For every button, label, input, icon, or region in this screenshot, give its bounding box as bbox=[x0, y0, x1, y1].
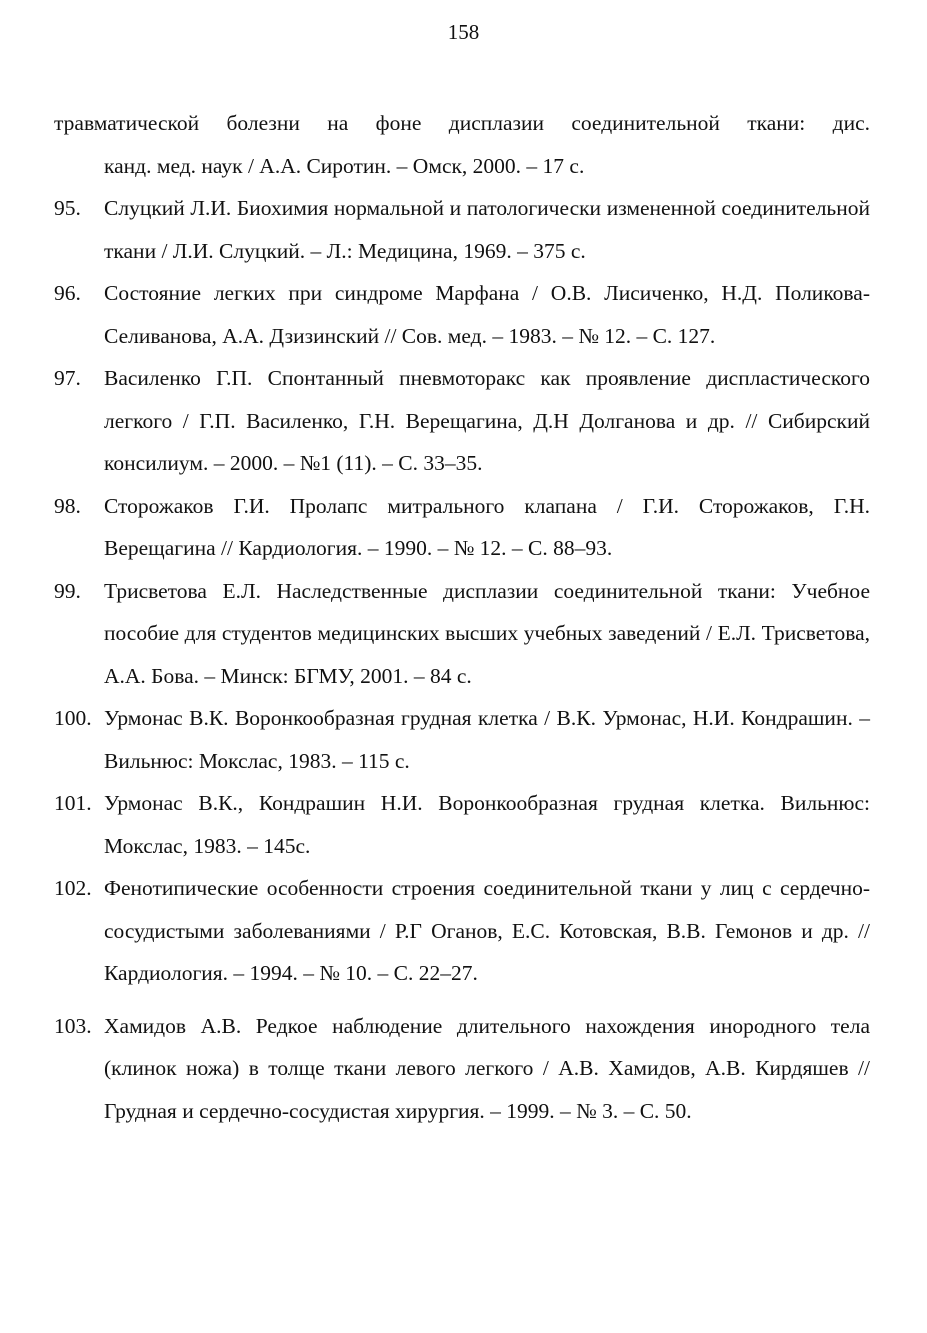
page-number: 158 bbox=[447, 20, 480, 44]
reference-number: 97. bbox=[54, 366, 81, 390]
reference-item bbox=[54, 187, 870, 272]
reference-text: Василенко Г.П. Спонтанный пневмоторакс как проявление диспластического легкого / Г.П. Василенко, Г.Н. Верещагина, Д.Н Долганова и др. // Сибирский консилиум. – 2000. – №1 (11). – С. 33–35. bbox=[104, 366, 870, 475]
reference-text: Хамидов А.В. Редкое наблюдение длительного нахождения инородного тела (клинок ножа) в толще ткани левого легкого / А.В. Хамидов, А.В. Кирдяшев // Грудная и сердечно-сосудистая хирургия. – 1999. – № 3. – С. 50. bbox=[104, 1013, 870, 1123]
reference-item bbox=[54, 272, 870, 357]
reference-text: Слуцкий Л.И. Биохимия нормальной и патологически измененной соединительной ткани / Л.И. Слуцкий. – Л.: Медицина, 1969. – 375 с. bbox=[104, 196, 870, 263]
reference-continuation-first-line: травматической болезни на фоне дисплазии соединительной ткани: дис. bbox=[54, 111, 870, 135]
reference-item bbox=[54, 570, 870, 698]
reference-item bbox=[54, 485, 870, 570]
reference-number: 102. bbox=[54, 876, 92, 900]
reference-number: 96. bbox=[54, 281, 81, 305]
reference-text: Урмонас В.К., Кондрашин Н.И. Воронкообразная грудная клетка. Вильнюс: Мокслас, 1983. – 145с. bbox=[104, 791, 870, 858]
reference-text: Трисветова Е.Л. Наследственные дисплазии соединительной ткани: Учебное пособие для студентов медицинских высших учебных заведений / Е.Л. Трисветова, А.А. Бова. – Минск: БГМУ, 2001. – 84 с. bbox=[104, 578, 870, 688]
reference-list bbox=[54, 102, 870, 1132]
reference-item bbox=[54, 782, 870, 867]
reference-number: 103. bbox=[54, 1013, 92, 1038]
reference-text: Состояние легких при синдроме Марфана / О.В. Лисиченко, Н.Д. Поликова-Селиванова, А.А. Дзизинский // Сов. мед. – 1983. – № 12. – С. 127. bbox=[104, 281, 870, 348]
reference-item bbox=[54, 1005, 870, 1133]
reference-item bbox=[54, 357, 870, 485]
reference-number: 95. bbox=[54, 196, 81, 220]
reference-item bbox=[54, 867, 870, 995]
reference-continuation-rest: канд. мед. наук / А.А. Сиротин. – Омск, 2000. – 17 с. bbox=[104, 153, 585, 178]
reference-text: Сторожаков Г.И. Пролапс митрального клапана / Г.И. Сторожаков, Г.Н. Верещагина // Кардиология. – 1990. – № 12. – С. 88–93. bbox=[104, 493, 870, 560]
reference-text: Фенотипические особенности строения соединительной ткани у лиц с сердечно-сосудистыми заболеваниями / Р.Г Оганов, Е.С. Котовская, В.В. Гемонов и др. // Кардиология. – 1994. – № 10. – С. 22–27. bbox=[104, 876, 870, 985]
reference-item bbox=[54, 697, 870, 782]
reference-continuation bbox=[54, 102, 870, 187]
reference-number: 100. bbox=[54, 706, 92, 730]
reference-number: 101. bbox=[54, 791, 92, 815]
reference-text: Урмонас В.К. Воронкообразная грудная клетка / В.К. Урмонас, Н.И. Кондрашин. – Вильнюс: Мокслас, 1983. – 115 с. bbox=[104, 706, 870, 773]
reference-number: 99. bbox=[54, 578, 81, 603]
reference-number: 98. bbox=[54, 493, 81, 518]
